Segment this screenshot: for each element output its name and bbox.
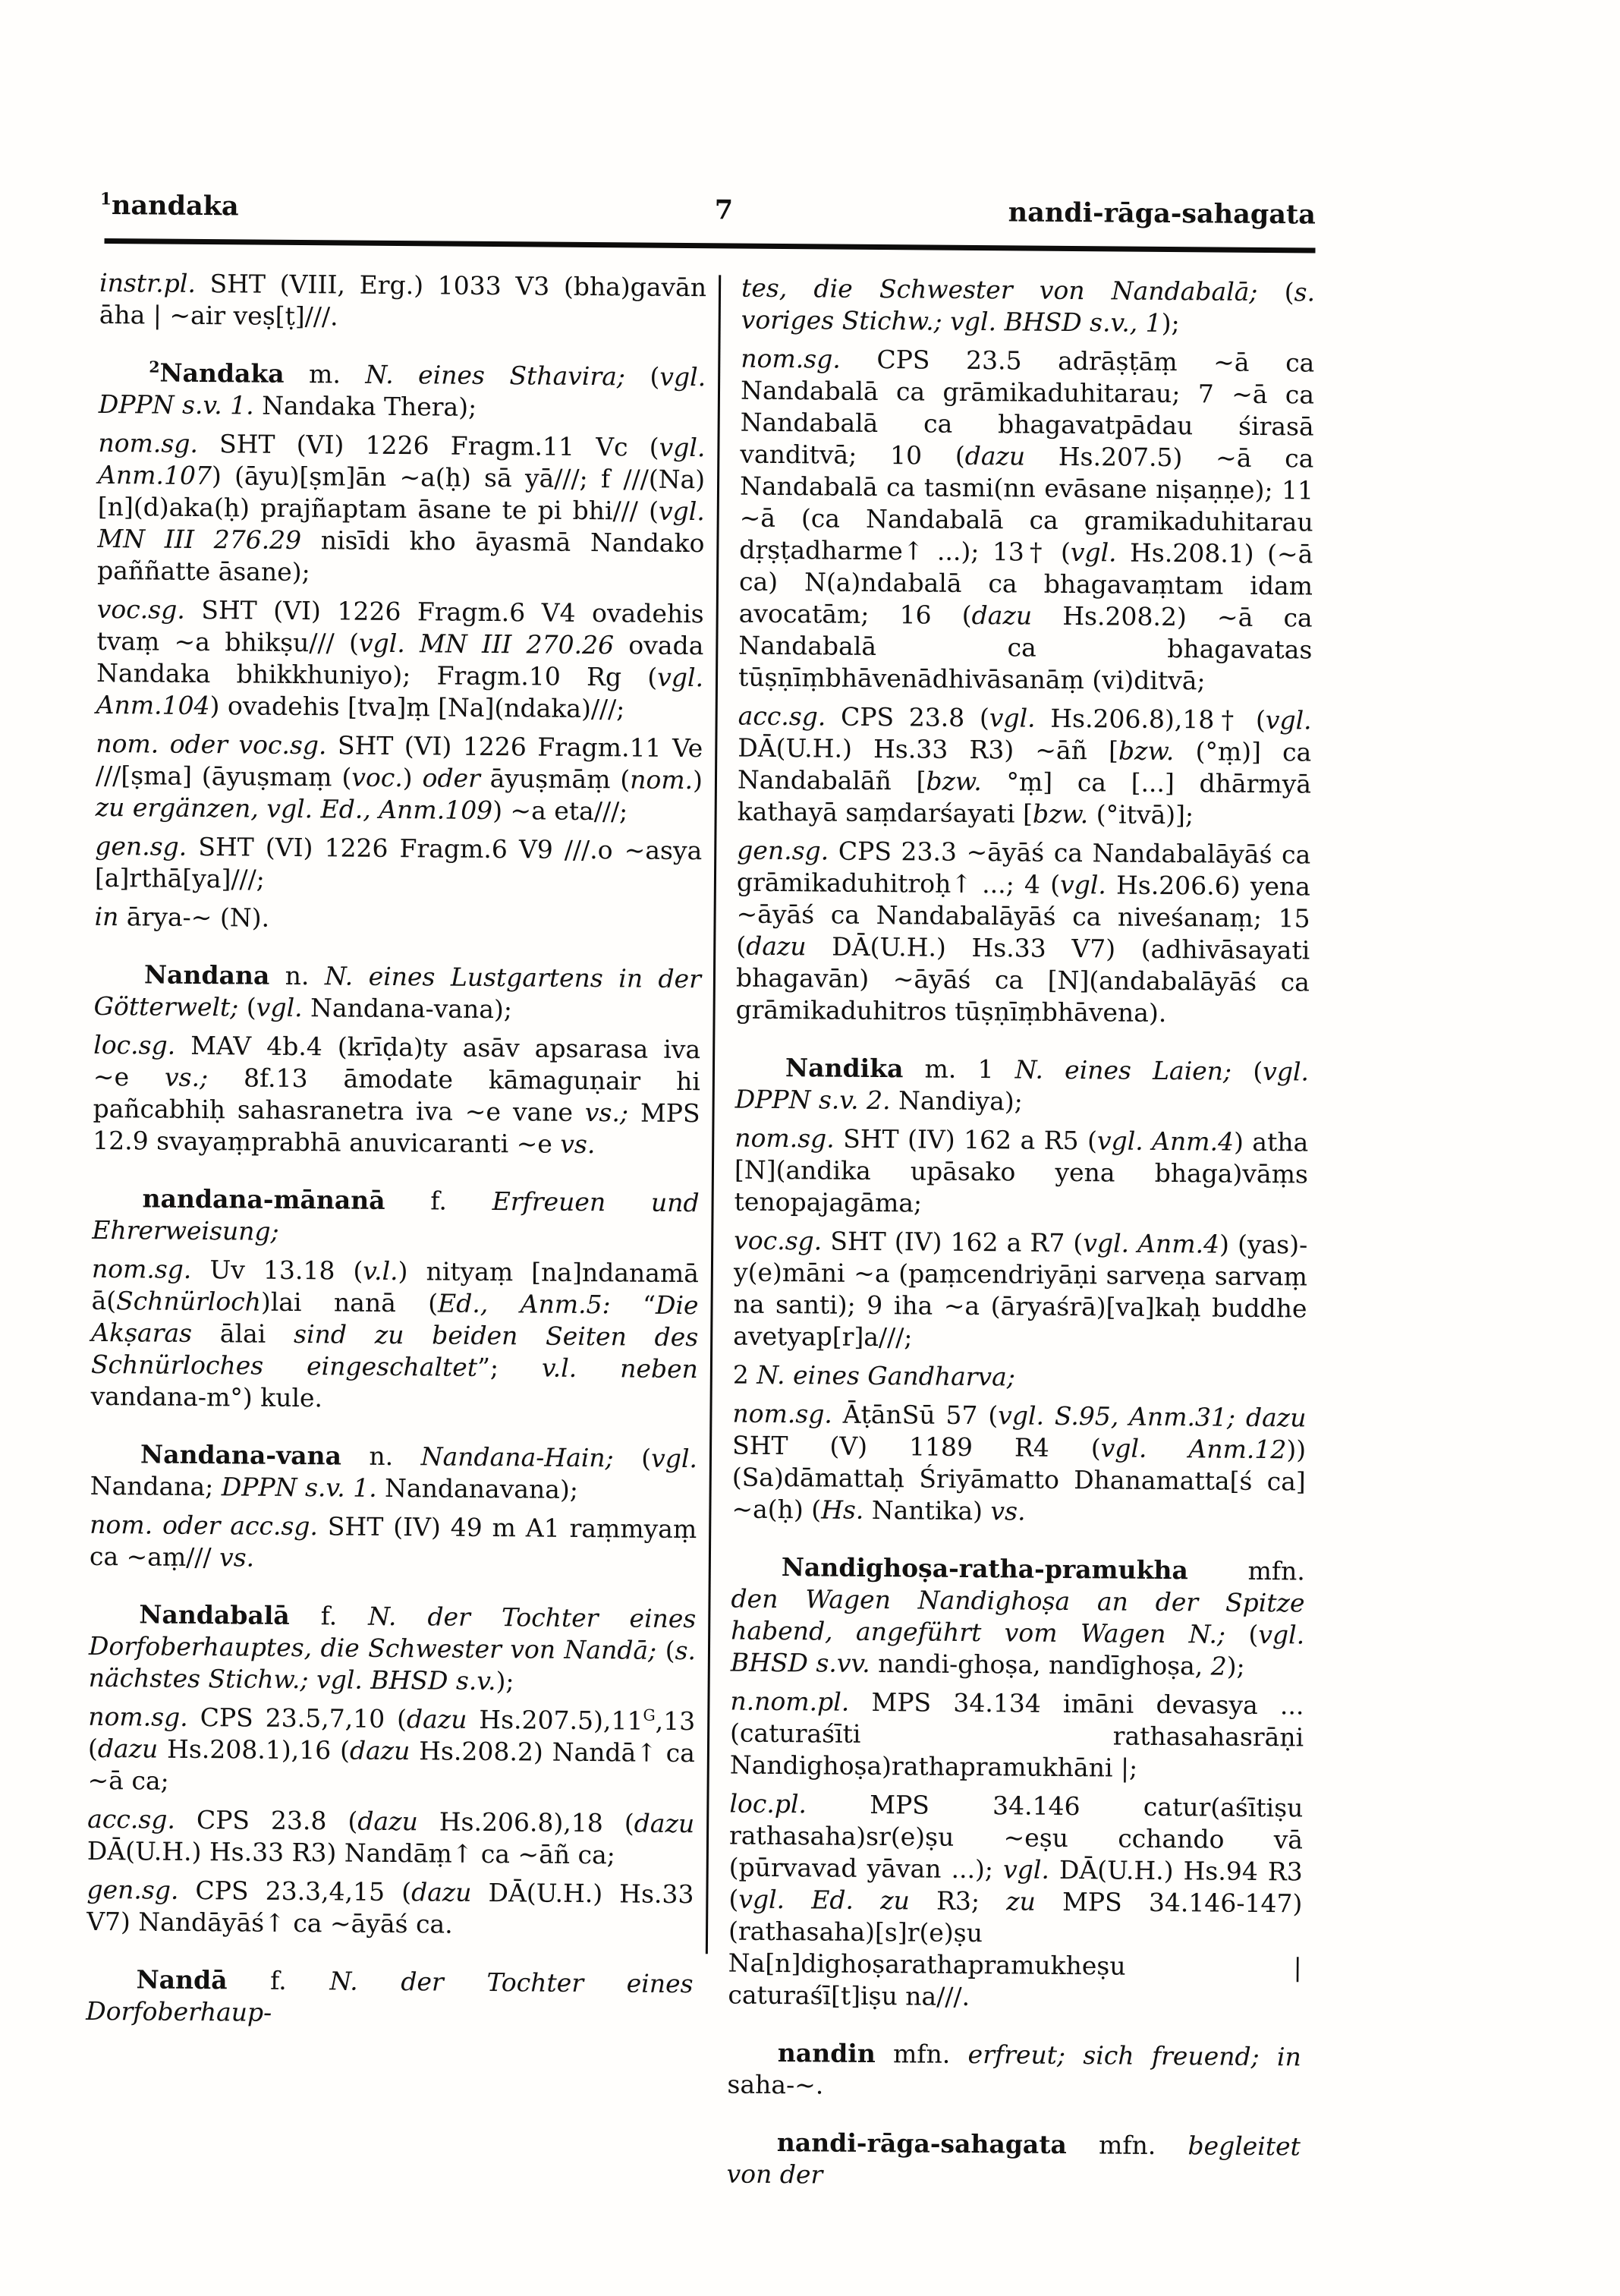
- italic-run: v.l.: [363, 1255, 398, 1287]
- text-run: DĀ(U.H.) Hs.33 R3) ~āñ [: [738, 732, 1119, 766]
- text-run: MPS 12.9 svayaṃprabhā anuvicaranti ~e: [93, 1098, 700, 1159]
- dictionary-paragraph: [97, 427, 706, 591]
- italic-run: vgl. Anm.104: [96, 662, 704, 721]
- headword: nandi-rāga-sahagata: [776, 2128, 1068, 2160]
- italic-run: dazu: [97, 1733, 159, 1764]
- italic-run: voc.: [351, 762, 403, 793]
- dictionary-paragraph: [87, 1701, 695, 1801]
- italic-run: loc.pl.: [729, 1788, 807, 1819]
- italic-run: vgl. S.95, Anm.31; dazu: [998, 1400, 1307, 1433]
- italic-run: nom.sg.: [98, 427, 199, 458]
- italic-run: N. eines Gandharva;: [757, 1359, 1016, 1392]
- dictionary-paragraph: [96, 594, 704, 726]
- italic-run: Nandana-Hain;: [420, 1441, 614, 1473]
- italic-run: vgl.: [650, 1443, 698, 1474]
- right-column: [726, 272, 1315, 2202]
- text-run: DĀ(U.H.) Hs.33 R3) Nandāṃ↑ ca ~āñ ca;: [87, 1835, 616, 1870]
- italic-run: voc.sg.: [734, 1225, 823, 1256]
- italic-run: Erfreuen und Ehrerweisung;: [92, 1186, 700, 1246]
- italic-run: s. voriges Stichw.; vgl. BHSD s.v., 1: [741, 277, 1316, 338]
- headword: 2: [149, 357, 160, 376]
- page-number: 7: [714, 194, 734, 226]
- running-head-right: nandi-rāga-sahagata: [1008, 197, 1316, 231]
- headword: Nandana-vana: [140, 1439, 342, 1471]
- headword: Nandighoṣa-ratha-pramukha: [781, 1552, 1188, 1586]
- italic-run: zu: [1006, 1886, 1036, 1916]
- headword: Nandaka: [159, 357, 285, 389]
- dictionary-paragraph: [94, 901, 701, 937]
- italic-run: vgl. Ed. zu: [738, 1884, 911, 1916]
- italic-run: Hs.: [821, 1494, 864, 1525]
- italic-run: bzw.: [1032, 798, 1089, 830]
- text-run: MPS 34.146-147) (rathasaha)[s]r(e)ṣu Na[n]dighoṣarathapramukheṣu | caturaśī[t]iṣu na///.: [728, 1886, 1303, 2012]
- text-run: ārya-~ (N).: [118, 902, 270, 933]
- italic-run: dazu: [406, 1704, 467, 1734]
- italic-run: N. eines Laien;: [1014, 1054, 1232, 1086]
- text-run: Nantika): [863, 1494, 991, 1526]
- text-run: SHT (VI) 1226 Fragm.6 V4 ovadehis tvaṃ ~a bhikṣu/// (: [96, 594, 704, 658]
- italic-run: dazu: [349, 1735, 411, 1766]
- text-run: Hs.206.6) yena ~āyāś ca Nandabalāyāś ca niveśanaṃ; 15 (: [736, 870, 1311, 961]
- entry-head-paragraph: [90, 1438, 697, 1507]
- dictionary-paragraph: [90, 1253, 699, 1417]
- italic-run: Ed., Anm.5:: [437, 1288, 611, 1320]
- text-run: G: [643, 1705, 656, 1724]
- text-run: Hs.206.8),18† (: [1035, 703, 1266, 735]
- text-run: ) ~a eta///;: [492, 795, 628, 827]
- italic-run: nom.: [630, 764, 694, 795]
- text-run: );: [1226, 1651, 1245, 1681]
- dictionary-paragraph: [731, 1398, 1306, 1530]
- text-run: ): [692, 765, 703, 795]
- dictionary-paragraph: [738, 343, 1315, 698]
- text-run: 2: [732, 1359, 757, 1390]
- text-run: Nandana;: [90, 1470, 222, 1502]
- italic-run: tes, die Schwester von Nandabalā;: [741, 272, 1258, 307]
- dictionary-paragraph: [734, 1123, 1308, 1223]
- entry-head-paragraph: [92, 1183, 700, 1251]
- header-rule: [105, 238, 1316, 254]
- italic-run: vgl.: [1265, 705, 1312, 735]
- italic-run: bzw.: [1118, 735, 1175, 767]
- entry-head-paragraph: [86, 1964, 694, 2032]
- entry-head-paragraph: [735, 1052, 1310, 1120]
- text-run: f.: [289, 1600, 369, 1631]
- dictionary-paragraph: [735, 835, 1310, 1031]
- text-run: mfn.: [1066, 2130, 1188, 2161]
- italic-run: 2: [1210, 1651, 1227, 1681]
- dictionary-paragraph: [741, 272, 1316, 341]
- italic-run: vgl.: [256, 992, 303, 1023]
- running-head-left: [100, 190, 239, 222]
- entry-head-paragraph: [726, 2127, 1301, 2195]
- text-run: MAV 4b.4 (krīḍa)ty asāv apsarasa iva ~e: [93, 1030, 701, 1092]
- text-run: Hs.207.5) ~ā ca Nandabalā ca tasmi(nn evāsane niṣaṇṇe); 11 ~ā (ca Nandabalā ca gramikaduhitarau dṛṣṭadharme↑ ...); 13† (: [739, 441, 1314, 567]
- italic-run: in: [94, 901, 119, 932]
- text-run: CPS 23.3 ~āyāś ca Nandabalāyāś ca grāmikaduhitroḥ↑ ...; 4 (: [736, 836, 1311, 899]
- italic-run: N. der Tochter eines Dorfoberhaup-: [86, 1966, 694, 2027]
- text-run: DĀ(U.H.) Hs.33 V7) Nandāyāś↑ ca ~āyāś ca.: [87, 1877, 694, 1939]
- text-run: )) (Sa)dāmattaḥ Śriyāmatto Dhanamatta[ś ca] ~a(ḥ) (: [731, 1435, 1307, 1525]
- italic-run: dazu: [357, 1806, 418, 1837]
- italic-run: erfreut; sich freuend; in: [967, 2039, 1301, 2072]
- text-run: SHT (VI) 1226 Fragm.11 Vc (: [197, 428, 659, 462]
- italic-run: begleitet von der: [726, 2131, 1301, 2190]
- text-run: m. 1: [903, 1054, 1015, 1085]
- dictionary-paragraph: [99, 267, 707, 335]
- italic-run: sind zu beiden Seiten des Schnürloches eingeschaltet: [90, 1318, 699, 1382]
- italic-run: vs.;: [584, 1097, 629, 1128]
- italic-run: nom.sg.: [732, 1398, 833, 1429]
- dictionary-paragraph: [738, 701, 1312, 833]
- text-run: DĀ(U.H.) Hs.33 V7) (adhivāsayati bhagavān) ~āyāś ca [N](andabalāyāś ca grāmikaduhitros tūṣṇīṃbhāvena).: [735, 931, 1310, 1028]
- italic-run: vgl.: [989, 703, 1036, 733]
- text-run: Hs.208.1),16 (: [158, 1734, 351, 1765]
- italic-run: nom.sg.: [91, 1253, 192, 1284]
- italic-run: voc.sg.: [96, 594, 185, 625]
- italic-run: oder: [422, 763, 480, 793]
- italic-run: Schnürloch: [115, 1286, 262, 1317]
- text-run: ,13 (: [87, 1705, 696, 1763]
- italic-run: Die Akṣaras: [91, 1290, 699, 1348]
- text-run: ĀṭānSū 57 (: [832, 1399, 999, 1431]
- italic-run: dazu: [964, 440, 1026, 471]
- text-run: Hs.207.5),11: [467, 1704, 643, 1736]
- italic-run: instr.pl.: [99, 267, 197, 298]
- italic-run: v.l. neben: [541, 1353, 699, 1384]
- italic-run: nom.sg.: [735, 1123, 835, 1154]
- dictionary-paragraph: [90, 1509, 697, 1577]
- italic-run: N. eines Sthavira;: [365, 359, 626, 392]
- italic-run: nom.sg.: [741, 343, 841, 374]
- text-run: ) ovadehis [tva]ṃ [Na](ndaka)///;: [209, 691, 625, 724]
- text-run: (: [1231, 1056, 1263, 1087]
- italic-run: vgl. BHSD s.vv.: [730, 1619, 1305, 1678]
- italic-run: n.nom.pl.: [730, 1686, 850, 1717]
- italic-run: s. nächstes Stichw.; vgl. BHSD s.v.: [88, 1635, 697, 1696]
- text-run: SHT (VIII, Erg.) 1033 V3 (bha)gavān āha | ~air veṣ[ṭ]///.: [99, 268, 707, 332]
- headword: Nandā: [136, 1964, 228, 1995]
- text-run: DĀ(U.H.) Hs.94 R3 (: [728, 1854, 1303, 1914]
- text-run: ) nityaṃ [na]ndanamā ā(: [91, 1256, 700, 1316]
- text-run: ovada Nandaka bhikkhuniyo); Fragm.10 Rg (: [96, 630, 704, 692]
- italic-run: zu ergänzen, vgl. Ed., Anm.109: [95, 792, 493, 826]
- text-run: (: [613, 1443, 652, 1473]
- text-run: Nandana-vana);: [302, 993, 513, 1025]
- text-run: (: [1257, 276, 1294, 307]
- italic-run: vgl. DPPN s.v. 2.: [735, 1057, 1310, 1116]
- text-run: “: [610, 1290, 656, 1320]
- italic-run: vgl. MN III 276.29: [97, 496, 705, 556]
- italic-run: vgl. MN III 270.26: [358, 628, 615, 660]
- italic-run: acc.sg.: [87, 1803, 176, 1835]
- text-run: (: [238, 992, 256, 1022]
- text-run: MPS 34.146 catur(aśītiṣu rathasaha)sr(e)ṣu ~eṣu cchando vā (pūrvavad yāvan ...);: [728, 1789, 1304, 1885]
- italic-run: vgl. DPPN s.v. 1.: [98, 361, 706, 420]
- text-run: f.: [227, 1965, 330, 1996]
- entry-head-paragraph: [731, 1551, 1305, 1683]
- italic-run: bzw.: [926, 766, 982, 797]
- entry-head-paragraph: [89, 1598, 697, 1699]
- italic-run: nom. oder voc.sg.: [96, 728, 327, 761]
- text-run: Hs.206.8),18 (: [417, 1806, 634, 1838]
- text-run: )lai nanā (: [260, 1287, 439, 1318]
- text-run: SHT (IV) 162 a R5 (: [834, 1123, 1098, 1156]
- text-run: ) (yas)-y(e)māni ~a (paṃcendriyāṇi sarveṇa sarvaṃ na santi); 9 iha ~a (āryaśrā)[va]kaḥ buddhe avetyap[r]a///;: [733, 1229, 1308, 1353]
- text-run: Hs.208.2) Nandā↑ ca ~ā ca;: [87, 1736, 696, 1796]
- text-run: SHT (IV) 162 a R7 (: [822, 1226, 1084, 1258]
- italic-run: dazu: [634, 1808, 695, 1839]
- text-run: SHT (VI) 1226 Fragm.6 V9 ///.o ~asya [a]rthā[ya]///;: [94, 831, 703, 894]
- text-run: CPS 23.5,7,10 (: [187, 1702, 407, 1734]
- italic-run: loc.sg.: [93, 1029, 176, 1060]
- dictionary-paragraph: [87, 1803, 695, 1872]
- entry-head-paragraph: [727, 2037, 1301, 2105]
- text-run: m.: [284, 358, 366, 389]
- text-run: mfn.: [1187, 1555, 1305, 1586]
- dictionary-paragraph: [87, 1874, 694, 1942]
- text-run: Hs.208.1) (~ā ca) N(a)ndabalā ca bhagavaṃtam idam avocatām; 16 (: [738, 537, 1313, 630]
- italic-run: nom.sg.: [88, 1701, 188, 1732]
- text-run: (: [1225, 1619, 1259, 1649]
- text-run: R3;: [909, 1885, 1007, 1916]
- text-run: CPS 23.3,4,15 (: [178, 1875, 412, 1907]
- entry-head-paragraph: [93, 959, 701, 1027]
- italic-run: vgl. Anm.4: [1096, 1126, 1235, 1157]
- text-run: SHT (V) 1189 R4 (: [731, 1430, 1101, 1463]
- headword: Nandabalā: [139, 1599, 290, 1630]
- text-run: (°itvā)];: [1088, 799, 1194, 830]
- text-run: mfn.: [875, 2039, 968, 2069]
- text-run: n.: [341, 1441, 421, 1472]
- italic-run: dazu: [746, 931, 807, 962]
- running-head-left-word: nandaka: [111, 190, 239, 222]
- headword: Nandana: [143, 959, 270, 991]
- text-run: Nandiya);: [890, 1085, 1023, 1117]
- text-run: ) (āyu)[ṣm]ān ~a(ḥ) sā yā///; f ///(Na)[n](d)aka(ḥ) prajñaptam āsane te pi bhi/// (: [97, 461, 706, 526]
- italic-run: dazu: [971, 600, 1033, 631]
- italic-run: vs.;: [164, 1062, 209, 1093]
- text-run: ”;: [477, 1352, 543, 1383]
- dictionary-paragraph: [728, 1788, 1303, 2016]
- text-run: SHT (IV) 49 m A1 raṃmyaṃ ca ~aṃ///: [89, 1511, 697, 1573]
- text-run: ālai: [191, 1318, 294, 1349]
- dictionary-paragraph: [93, 1029, 700, 1161]
- headword: nandana-mānanā: [142, 1183, 385, 1215]
- text-run: vandana-m°) kule.: [90, 1381, 323, 1413]
- italic-run: gen.sg.: [87, 1874, 179, 1905]
- text-run: 8f.13 āmodate kāmaguṇair hi pañcabhiḥ sahasranetra iva ~e vane: [93, 1063, 701, 1127]
- entry-head-paragraph: [99, 357, 706, 425]
- italic-run: dazu: [411, 1877, 472, 1907]
- text-run: (: [656, 1635, 675, 1665]
- italic-run: N. eines Lustgartens in der Götterwelt;: [93, 961, 702, 1022]
- text-run: Uv 13.18 (: [191, 1254, 363, 1286]
- italic-run: vgl.: [1059, 869, 1107, 900]
- headword: Nandika: [785, 1053, 904, 1084]
- text-run: Nandaka Thera);: [253, 390, 477, 422]
- italic-run: DPPN s.v. 1.: [221, 1472, 377, 1503]
- text-run: saha-~.: [727, 2069, 824, 2100]
- italic-run: vs.: [219, 1542, 255, 1573]
- text-run: CPS 23.5 adrāṣṭāṃ ~ā ca Nandabalā ca grāmikaduhitarau; 7 ~ā ca Nandabalā ca bhagavatpādau śirasā vanditvā; 10 (: [740, 344, 1315, 471]
- running-head-left-superscript: 1: [99, 190, 112, 209]
- text-run: n.: [269, 960, 326, 991]
- italic-run: vgl. Anm.107: [97, 432, 706, 491]
- dictionary-paragraph: [730, 1686, 1304, 1786]
- text-run: );: [1161, 307, 1180, 339]
- text-run: (: [624, 361, 660, 392]
- text-run: ) atha [N](andika upāsako yena bhaga)vāṃs tenopajagāma;: [734, 1126, 1309, 1218]
- headword: nandin: [777, 2038, 876, 2069]
- italic-run: acc.sg.: [738, 701, 826, 732]
- column-divider: [706, 275, 721, 1954]
- text-run: āyuṣmāṃ (: [480, 763, 631, 795]
- text-run: Hs.208.2) ~ā ca Nandabalā ca bhagavatas tūṣṇīṃbhāvenādhivāsanāṃ (vi)ditvā;: [738, 600, 1313, 696]
- text-run: ): [402, 763, 423, 793]
- italic-run: gen.sg.: [95, 830, 187, 861]
- text-run: MPS 34.134 imāni devasya ... (caturaśīti rathasahasrāṇi Nandighoṣa)rathapramukhāni |;: [729, 1687, 1304, 1783]
- text-run: SHT (VI) 1226 Fragm.11 Ve ///[ṣma] (āyuṣmaṃ (: [95, 730, 703, 792]
- text-run: nandi-ghoṣa, nandīghoṣa,: [870, 1648, 1211, 1681]
- text-run: (°ṃ)] ca Nandabalāñ [: [737, 736, 1312, 796]
- dictionary-paragraph: [733, 1225, 1307, 1357]
- dictionary-paragraph: [96, 728, 703, 828]
- text-run: nisīdi kho āyasmā Nandako paññatte āsane);: [96, 525, 705, 587]
- page-header: [100, 190, 1316, 239]
- dictionary-paragraph: [95, 830, 703, 899]
- italic-run: vs.: [560, 1129, 596, 1160]
- italic-run: N. der Tochter eines Dorfoberhauptes, die Schwester von Nandā;: [88, 1601, 697, 1665]
- italic-run: vgl.: [1070, 537, 1117, 568]
- italic-run: den Wagen Nandighoṣa an der Spitze habend, angeführt vom Wagen N.;: [731, 1583, 1305, 1649]
- text-run: °ṃ] ca [...] dhārmyā kathayā saṃdarśayati [: [737, 767, 1312, 829]
- text-run: CPS 23.8 (: [826, 701, 989, 733]
- text-run: Nandanavana);: [376, 1472, 579, 1504]
- italic-run: vgl.: [1002, 1854, 1050, 1885]
- italic-run: nom. oder acc.sg.: [90, 1509, 319, 1542]
- text-run: f.: [385, 1185, 492, 1217]
- italic-run: vs.: [990, 1496, 1026, 1526]
- text-run: CPS 23.8 (: [175, 1804, 358, 1836]
- italic-run: gen.sg.: [737, 835, 829, 866]
- text-run: );: [495, 1666, 514, 1696]
- dictionary-paragraph: [733, 1359, 1307, 1396]
- italic-run: vgl. Anm.12: [1100, 1433, 1287, 1465]
- italic-run: vgl. Anm.4: [1083, 1228, 1220, 1259]
- left-column: [86, 267, 706, 2039]
